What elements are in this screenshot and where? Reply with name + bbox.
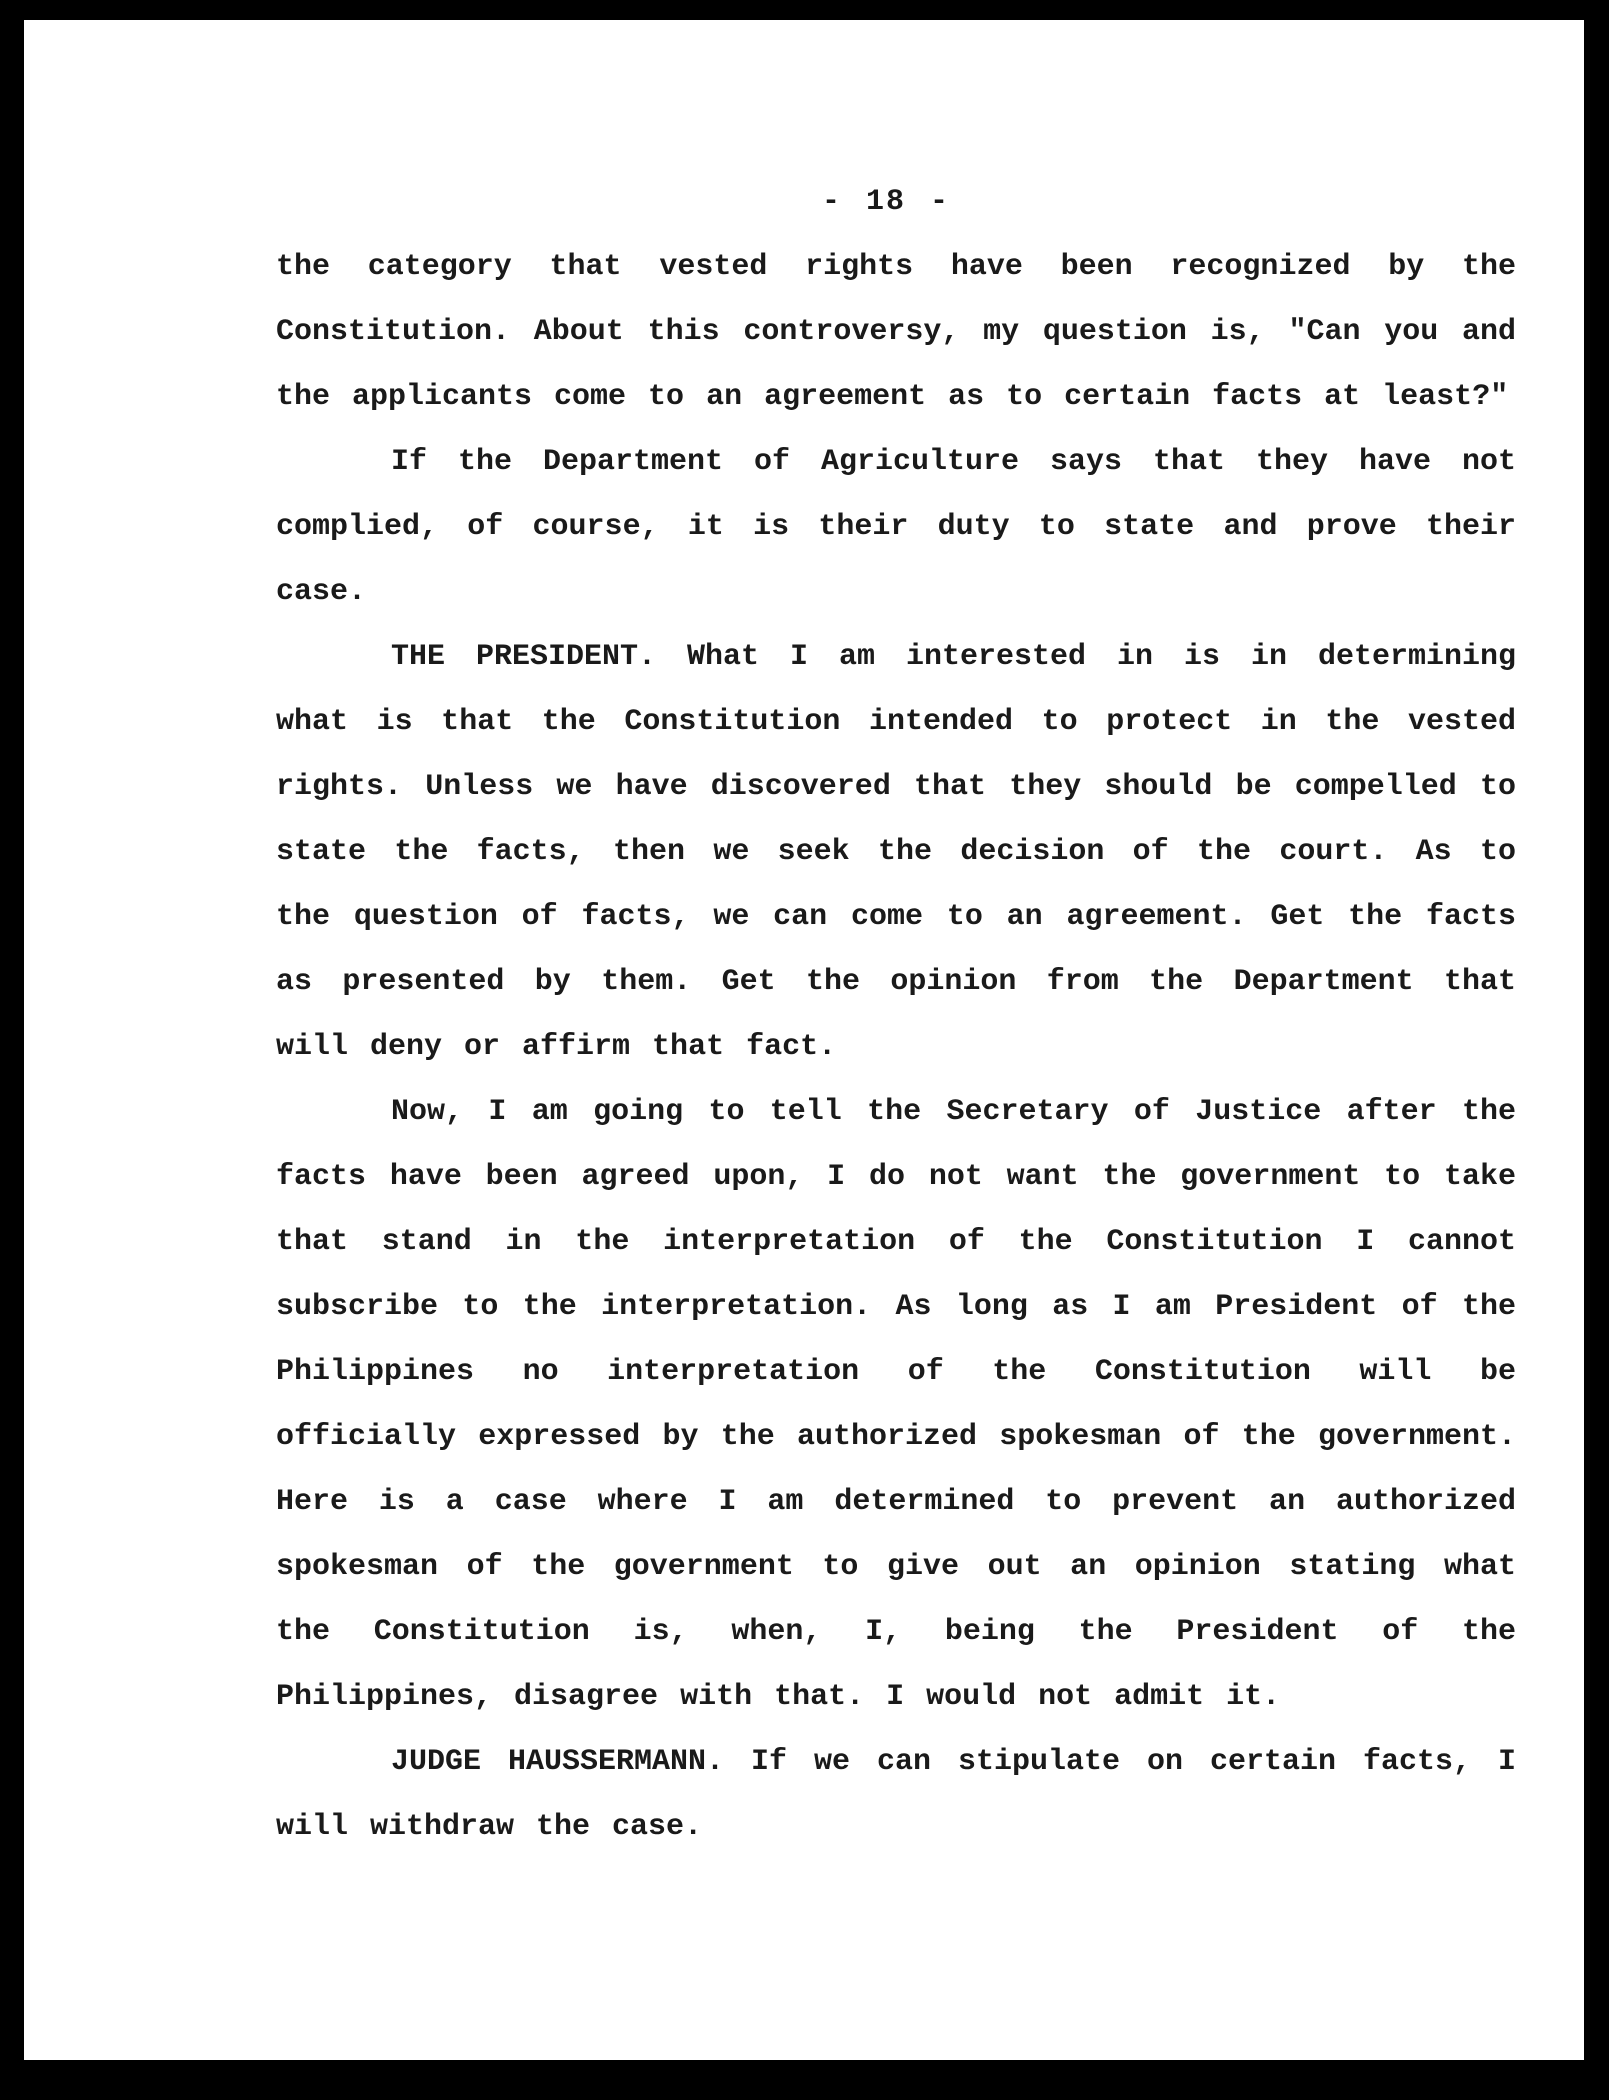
page-text (276, 170, 1516, 1860)
paragraph-3: THE PRESIDENT. What I am interested in is in determining what is that the Constitution intended to protect in the vested rights. Unless we have discovered that they should be compelled to state the facts, then we seek the decision of the court. As to the question of facts, we can come to an agreement. Get the facts as presented by them. Get the opinion from the Department that will deny or affirm that fact. (276, 640, 1516, 1064)
paragraph-4: Now, I am going to tell the Secretary of Justice after the facts have been agreed upon, I do not want the government to take that stand in the interpretation of the Constitution I cannot subscribe to the interpretation. As long as I am President of the Philippines no interpretation of the Constitution will be officially expressed by the authorized spokesman of the government. Here is a case where I am determined to prevent an authorized spokesman of the government to give out an opinion stating what the Constitution is, when, I, being the President of the Philippines, disagree with that. I would not admit it. (276, 1095, 1516, 1714)
paragraph-2: If the Department of Agriculture says that they have not complied, of course, it is their duty to state and prove their case. (276, 445, 1516, 609)
page-number: - 18 - (821, 185, 951, 219)
document-page (24, 20, 1584, 2060)
paragraph-1: the category that vested rights have been recognized by the Constitution. About this controversy, my question is, "Can you and the applicants come to an agreement as to certain facts at least?" (276, 250, 1516, 414)
paragraph-5: JUDGE HAUSSERMANN. If we can stipulate on certain facts, I will withdraw the case. (276, 1745, 1516, 1844)
